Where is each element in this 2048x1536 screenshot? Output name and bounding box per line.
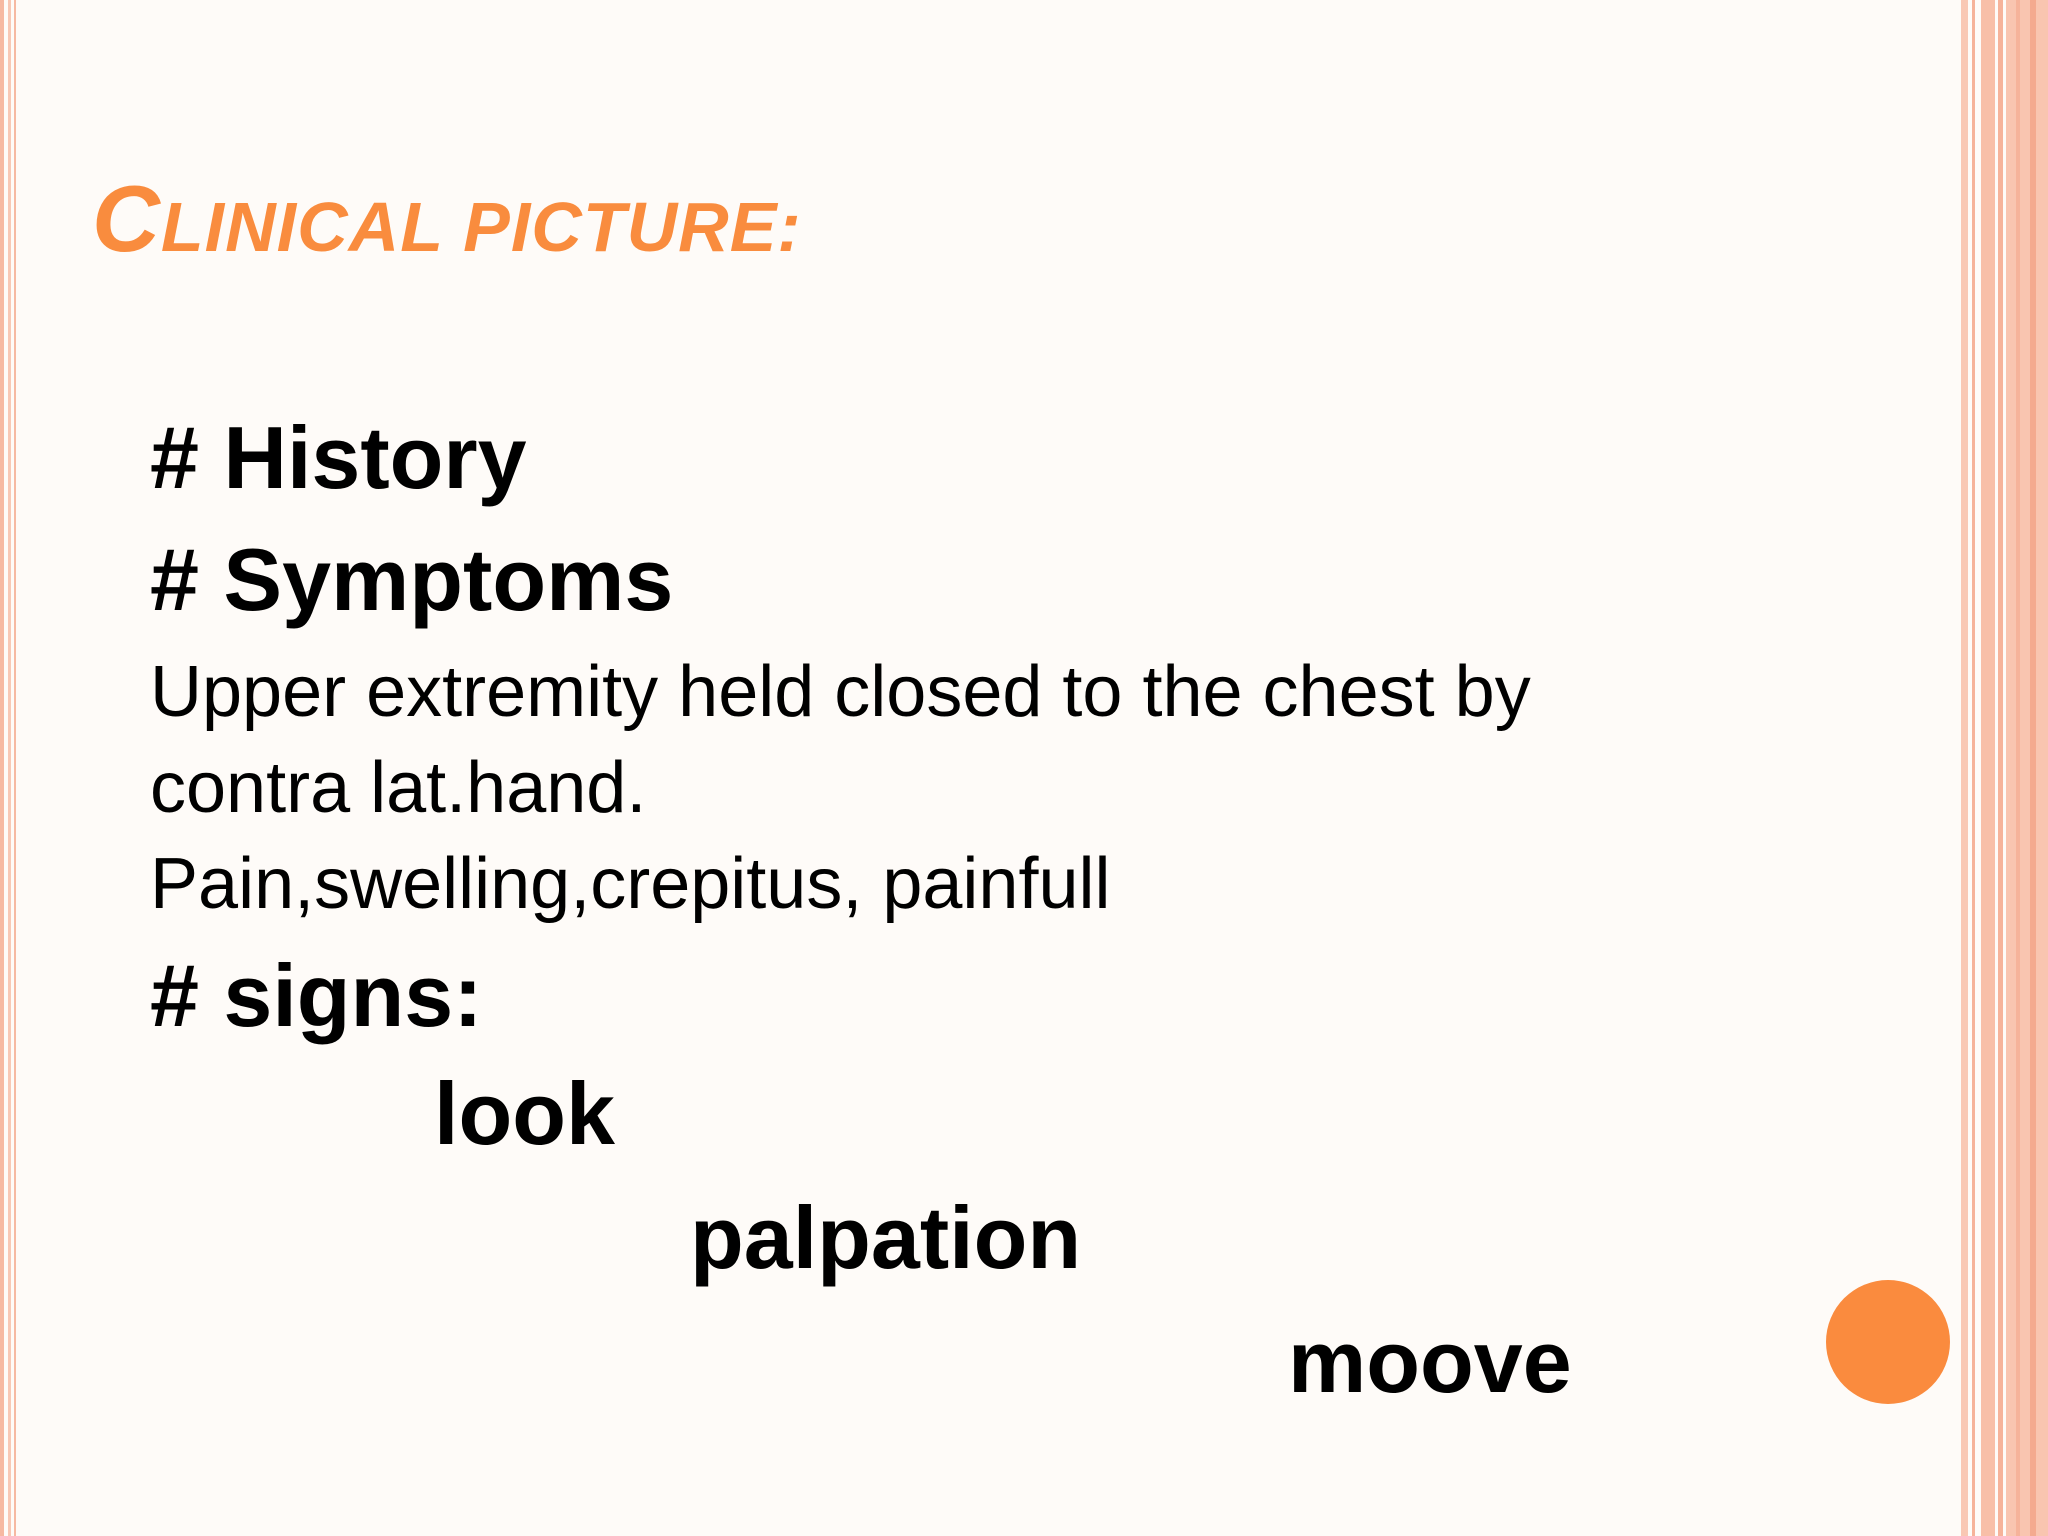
- symptoms-heading: # Symptoms: [150, 530, 674, 629]
- right-border-stripe: [1998, 0, 2003, 1536]
- sign-palpation: palpation: [690, 1188, 1082, 1287]
- symptom-line: Pain,swelling,crepitus, painfull: [150, 844, 1111, 924]
- right-border-stripe: [2030, 0, 2036, 1536]
- slide-title-rest: LINICAL PICTURE:: [160, 188, 802, 266]
- right-border-stripe: [1961, 0, 1968, 1536]
- symptom-line: contra lat.hand.: [150, 748, 647, 828]
- right-border-stripe: [2016, 0, 2020, 1536]
- left-border-line: [14, 0, 16, 1536]
- right-border-stripe: [2006, 0, 2048, 1536]
- sign-look: look: [434, 1064, 615, 1163]
- slide-title: [92, 166, 802, 271]
- slide-title-initial: C: [92, 166, 161, 271]
- right-border-stripe: [1972, 0, 1975, 1536]
- left-border-line: [8, 0, 11, 1536]
- left-border-line: [0, 0, 4, 1536]
- decorative-orange-circle: [1826, 1280, 1950, 1404]
- signs-heading: # signs:: [150, 946, 483, 1045]
- symptom-line: Upper extremity held closed to the chest by: [150, 652, 1531, 732]
- sign-moove: moove: [1288, 1312, 1572, 1411]
- right-border-stripe: [1981, 0, 1995, 1536]
- history-heading: # History: [150, 408, 527, 507]
